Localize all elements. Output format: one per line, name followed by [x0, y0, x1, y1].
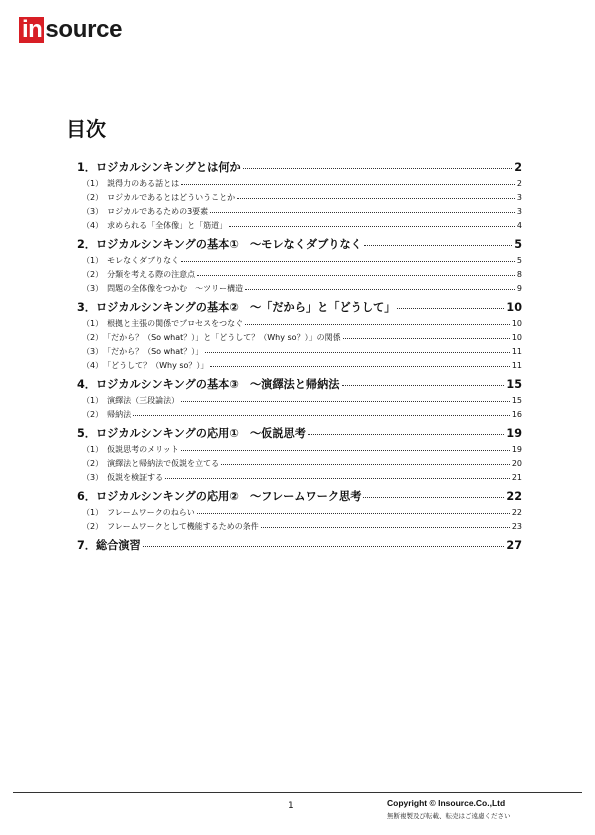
toc-label: （4） 求められる「全体像」と「筋道」	[82, 221, 228, 230]
toc-label: 2．ロジカルシンキングの基本① ～モレなくダブりなく	[77, 238, 362, 251]
toc-page: 9	[516, 284, 522, 293]
toc-chapter	[77, 236, 522, 255]
copyright-text: Copyright © Insource.Co.,Ltd	[387, 798, 506, 808]
toc-leader	[342, 385, 505, 386]
toc-page: 20	[511, 459, 522, 468]
toc-label: （3） 「だから？（So what？）」	[82, 347, 204, 356]
toc-page: 3	[516, 193, 522, 202]
toc-page: 5	[516, 256, 522, 265]
toc-leader	[308, 434, 504, 435]
toc-leader	[237, 198, 515, 199]
toc-page: 3	[516, 207, 522, 216]
toc-section	[77, 206, 522, 220]
toc-section	[77, 360, 522, 374]
toc-section	[77, 332, 522, 346]
toc-section	[77, 507, 522, 521]
toc-page: 10	[511, 319, 522, 328]
toc-section	[77, 192, 522, 206]
toc-section	[77, 458, 522, 472]
toc-page: 8	[516, 270, 522, 279]
toc-page: 27	[506, 539, 522, 552]
toc-section	[77, 283, 522, 297]
page-title: 目次	[66, 117, 106, 141]
copyright-notice: 無断複製及び転載、転売はご遠慮ください	[387, 812, 511, 820]
toc-leader	[397, 308, 504, 309]
toc-section	[77, 220, 522, 234]
toc-label: （2） ロジカルであるとはどういうことか	[82, 193, 236, 202]
toc-label: （3） 仮説を検証する	[82, 473, 164, 482]
table-of-contents	[77, 157, 522, 556]
toc-section	[77, 409, 522, 423]
toc-leader	[143, 546, 505, 547]
toc-section	[77, 444, 522, 458]
toc-leader	[197, 275, 515, 276]
toc-label: （2） 「だから？（So what？）」と「どうして？（Why so？）」の関係	[82, 333, 341, 342]
toc-page: 15	[511, 396, 522, 405]
toc-page: 23	[511, 522, 522, 531]
toc-leader	[133, 415, 510, 416]
page-number: 1	[288, 801, 294, 811]
toc-section	[77, 472, 522, 486]
toc-leader	[165, 478, 510, 479]
toc-chapter	[77, 425, 522, 444]
toc-chapter	[77, 537, 522, 556]
toc-page: 11	[511, 347, 522, 356]
toc-page: 19	[511, 445, 522, 454]
toc-leader	[243, 168, 512, 169]
toc-leader	[210, 366, 509, 367]
insource-logo	[19, 17, 122, 43]
toc-page: 15	[506, 378, 522, 391]
toc-page: 19	[506, 427, 522, 440]
toc-label: （1） モレなくダブりなく	[82, 256, 180, 265]
toc-section	[77, 395, 522, 409]
toc-label: （3） 問題の全体像をつかむ ～ツリー構造	[82, 284, 244, 293]
toc-label: （1） 仮説思考のメリット	[82, 445, 179, 454]
toc-section	[77, 318, 522, 332]
toc-page: 21	[511, 473, 522, 482]
toc-leader	[343, 338, 510, 339]
toc-label: 3．ロジカルシンキングの基本② ～「だから」と「どうして」	[77, 301, 396, 314]
toc-section	[77, 346, 522, 360]
toc-label: （1） 演繹法（三段論法）	[82, 396, 180, 405]
toc-label: （1） フレームワークのねらい	[82, 508, 195, 517]
toc-label: （3） ロジカルであるための3要素	[82, 207, 209, 216]
toc-chapter	[77, 299, 522, 318]
toc-label: （4） 「どうして？（Why so？）」	[82, 361, 209, 370]
toc-page: 11	[511, 361, 522, 370]
toc-leader	[261, 527, 510, 528]
toc-leader	[363, 497, 504, 498]
toc-label: （2） フレームワークとして機能するための条件	[82, 522, 259, 531]
toc-page: 22	[506, 490, 522, 503]
toc-page: 2	[514, 161, 522, 174]
logo-text: source	[45, 16, 123, 43]
toc-section	[77, 178, 522, 192]
toc-page: 10	[506, 301, 522, 314]
toc-section	[77, 521, 522, 535]
footer-divider	[13, 792, 582, 793]
toc-page: 16	[511, 410, 522, 419]
toc-leader	[181, 450, 510, 451]
toc-label: （2） 帰納法	[82, 410, 132, 419]
toc-leader	[221, 464, 510, 465]
toc-leader	[364, 245, 512, 246]
toc-label: 4．ロジカルシンキングの基本③ ～演繹法と帰納法	[77, 378, 340, 391]
logo-mark: in	[19, 17, 44, 43]
toc-leader	[181, 184, 515, 185]
toc-label: 5．ロジカルシンキングの応用① ～仮説思考	[77, 427, 306, 440]
toc-page: 22	[511, 508, 522, 517]
toc-leader	[210, 212, 515, 213]
toc-label: （1） 根拠と主張の関係でプロセスをつなぐ	[82, 319, 244, 328]
toc-leader	[229, 226, 515, 227]
toc-leader	[181, 261, 515, 262]
toc-label: （2） 演繹法と帰納法で仮説を立てる	[82, 459, 220, 468]
toc-leader	[245, 289, 515, 290]
toc-leader	[197, 513, 510, 514]
toc-section	[77, 255, 522, 269]
toc-chapter	[77, 159, 522, 178]
toc-page: 4	[516, 221, 522, 230]
toc-page: 2	[516, 179, 522, 188]
toc-chapter	[77, 376, 522, 395]
toc-page: 5	[514, 238, 522, 251]
toc-page: 10	[511, 333, 522, 342]
toc-chapter	[77, 488, 522, 507]
toc-leader	[205, 352, 510, 353]
toc-label: 7．総合演習	[77, 539, 141, 552]
toc-leader	[181, 401, 510, 402]
toc-label: （2） 分類を考える際の注意点	[82, 270, 196, 279]
toc-section	[77, 269, 522, 283]
toc-label: （1） 説得力のある話とは	[82, 179, 180, 188]
toc-label: 6．ロジカルシンキングの応用② ～フレームワーク思考	[77, 490, 362, 503]
toc-leader	[245, 324, 510, 325]
toc-label: 1．ロジカルシンキングとは何か	[77, 161, 241, 174]
